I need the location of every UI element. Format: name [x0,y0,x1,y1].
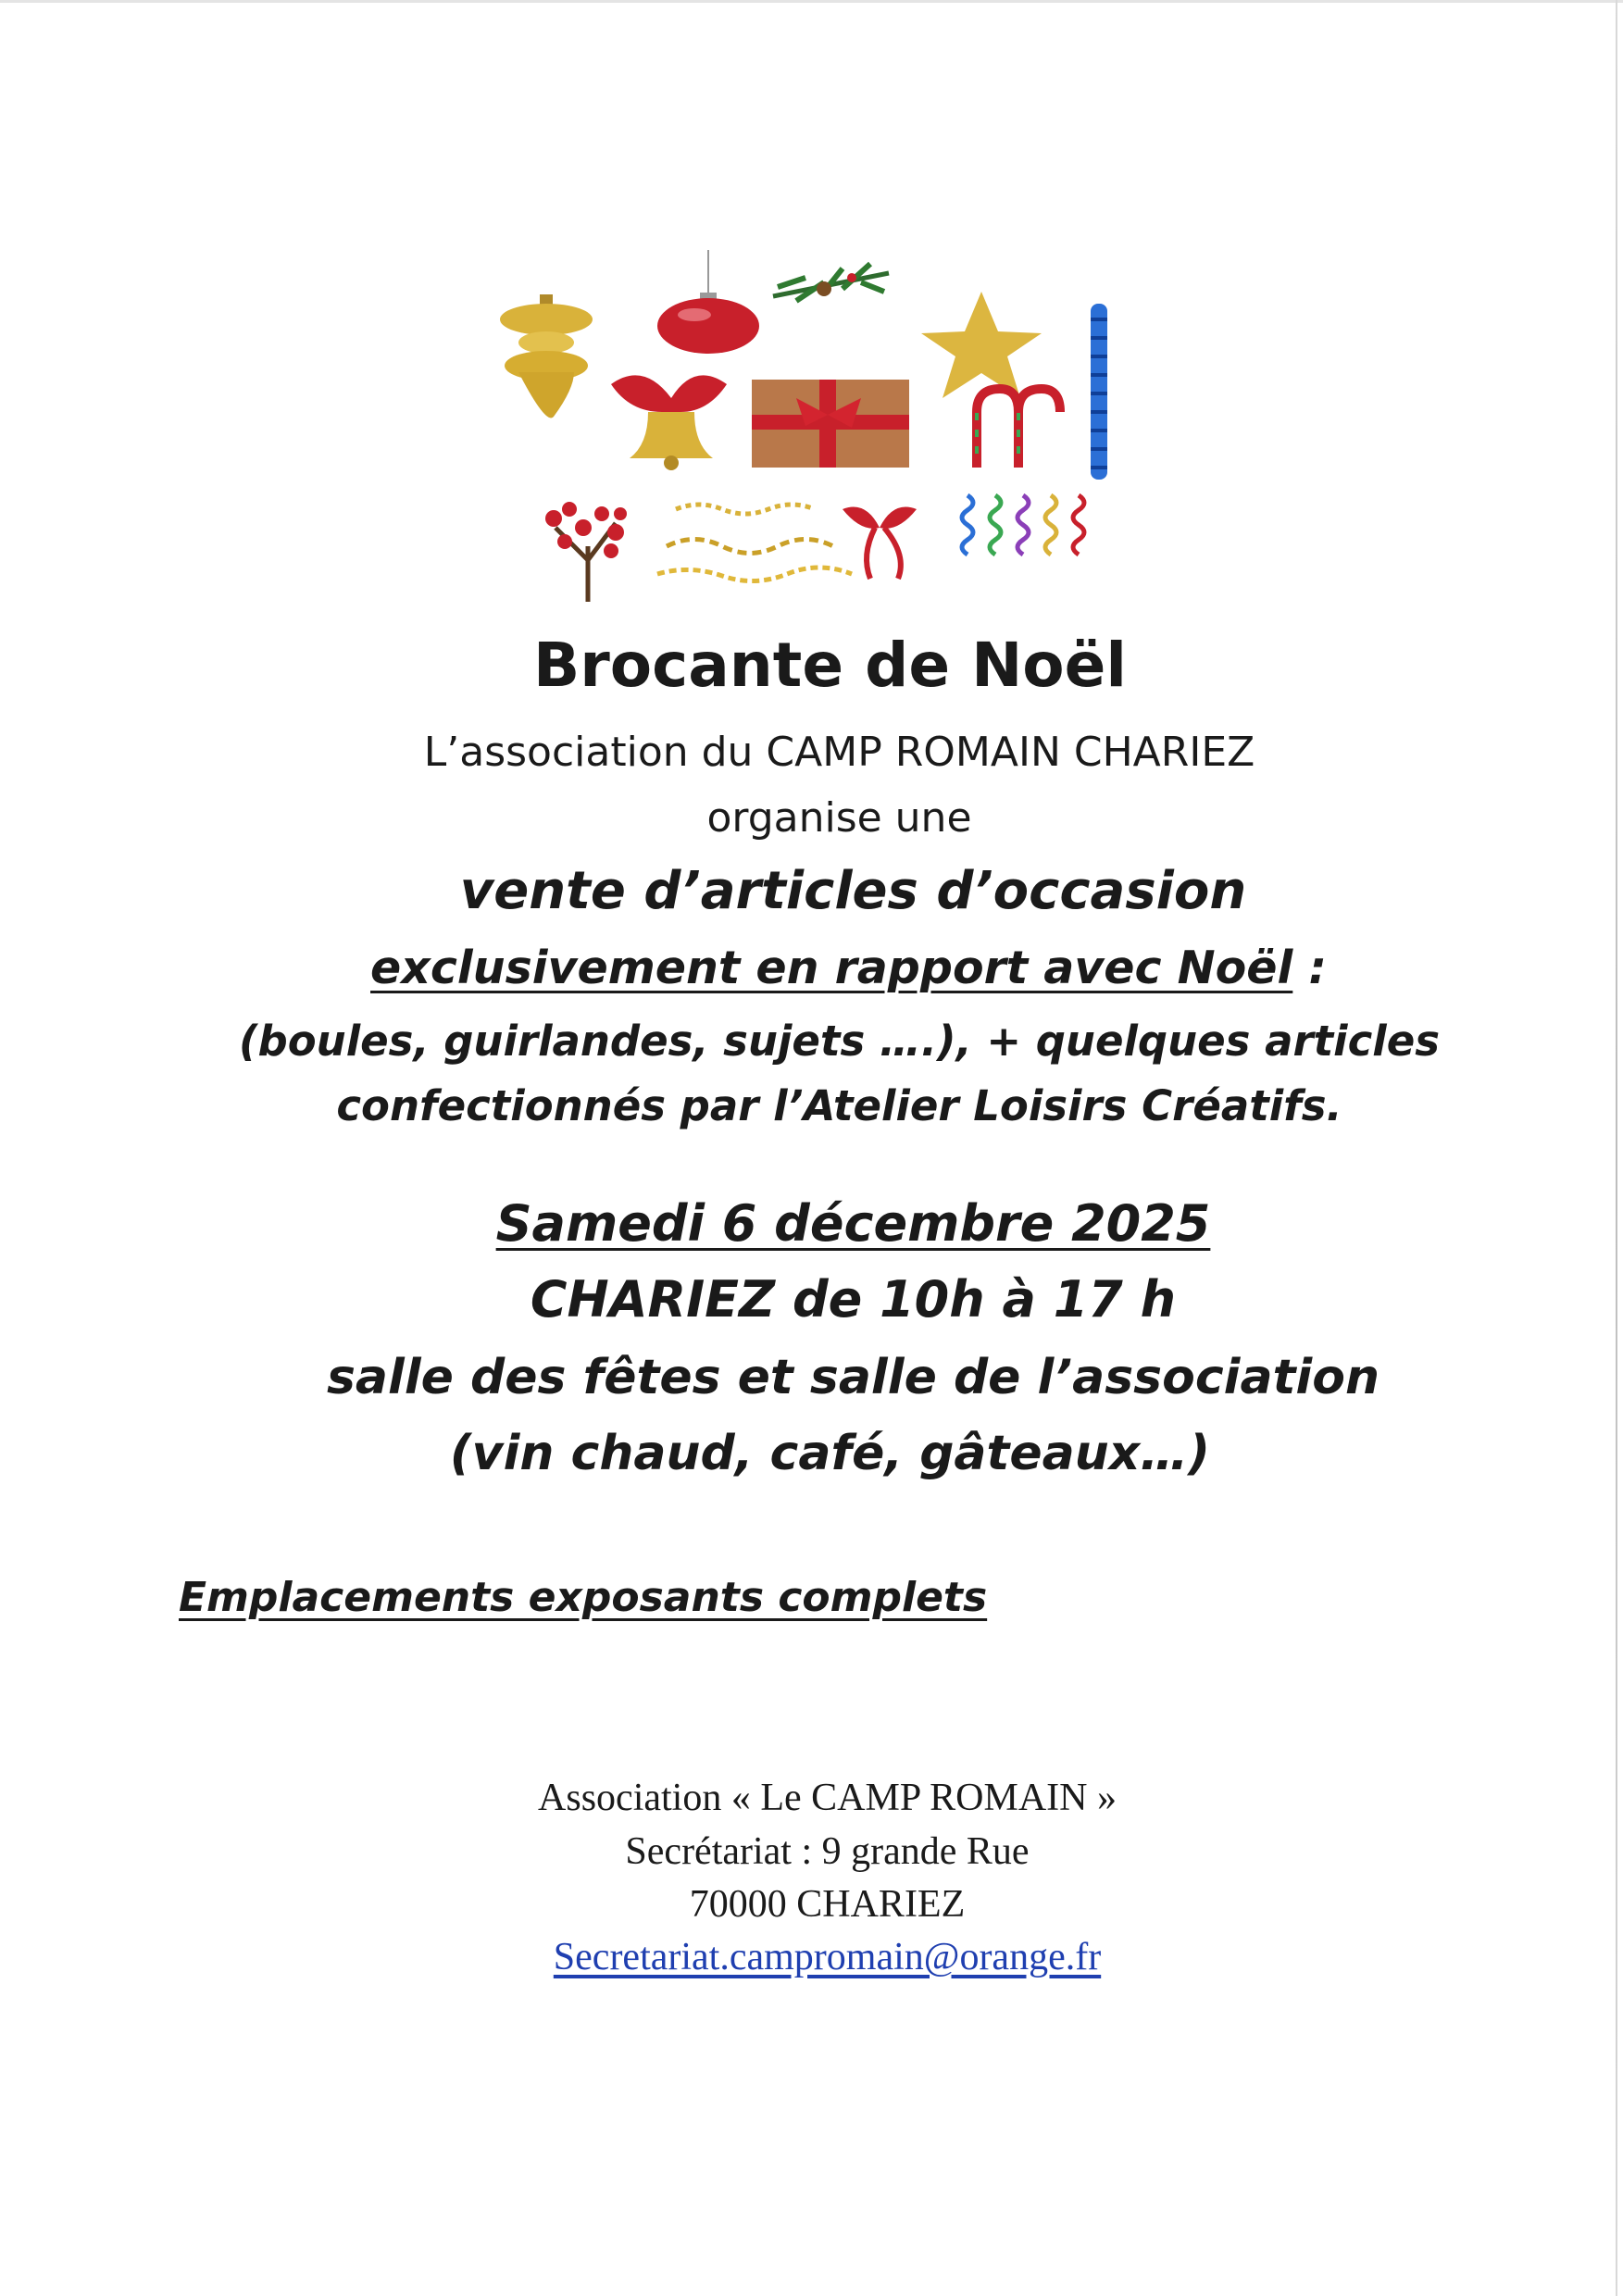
gift-box-icon [752,380,909,468]
berry-branch-icon [545,502,627,602]
gold-star-icon [921,292,1042,398]
blue-icicle-ornament-icon [1091,304,1107,480]
organizer-line: L’association du CAMP ROMAIN CHARIEZ [423,729,1255,776]
red-bauble-icon [657,250,759,354]
refreshments: (vin chaud, café, gâteaux…) [449,1426,1211,1481]
event-venue: salle des fêtes et salle de l’association [326,1350,1380,1405]
contact-city: 70000 CHARIEZ [689,1883,966,1926]
exhibitor-note: Emplacements exposants complets [179,1574,988,1621]
items-line-1: (boules, guirlandes, sujets ….), + quelques articles [238,1017,1441,1066]
event-time: CHARIEZ de 10h à 17 h [530,1270,1177,1329]
streamers-icon [962,495,1084,555]
page-edge-top [0,0,1623,3]
bell-with-bow-icon [611,375,727,470]
restriction-text: exclusivement en rapport avec Noël [370,942,1293,994]
sale-headline: vente d’articles d’occasion [459,861,1247,921]
items-line-2: confectionnés par l’Atelier Loisirs Créatifs. [336,1081,1342,1130]
christmas-ornaments-illustration [500,250,1148,602]
pine-branch-icon [773,264,889,301]
contact-association: Association « Le CAMP ROMAIN » [538,1777,1117,1819]
gold-tinsel-icon [657,505,852,581]
page-title: Brocante de Noël [532,630,1128,701]
contact-secretariat: Secrétariat : 9 grande Rue [625,1830,1030,1873]
restriction-line [37,942,1623,994]
gold-finial-ornament-icon [500,294,593,418]
red-ribbon-icon [843,507,917,580]
event-date: Samedi 6 décembre 2025 [495,1194,1211,1253]
candy-canes-icon [977,389,1060,468]
restriction-suffix: : [1292,942,1327,994]
contact-email-link[interactable]: Secretariat.campromain@orange.fr [553,1936,1102,1978]
organizer-line-2: organise une [706,794,972,842]
